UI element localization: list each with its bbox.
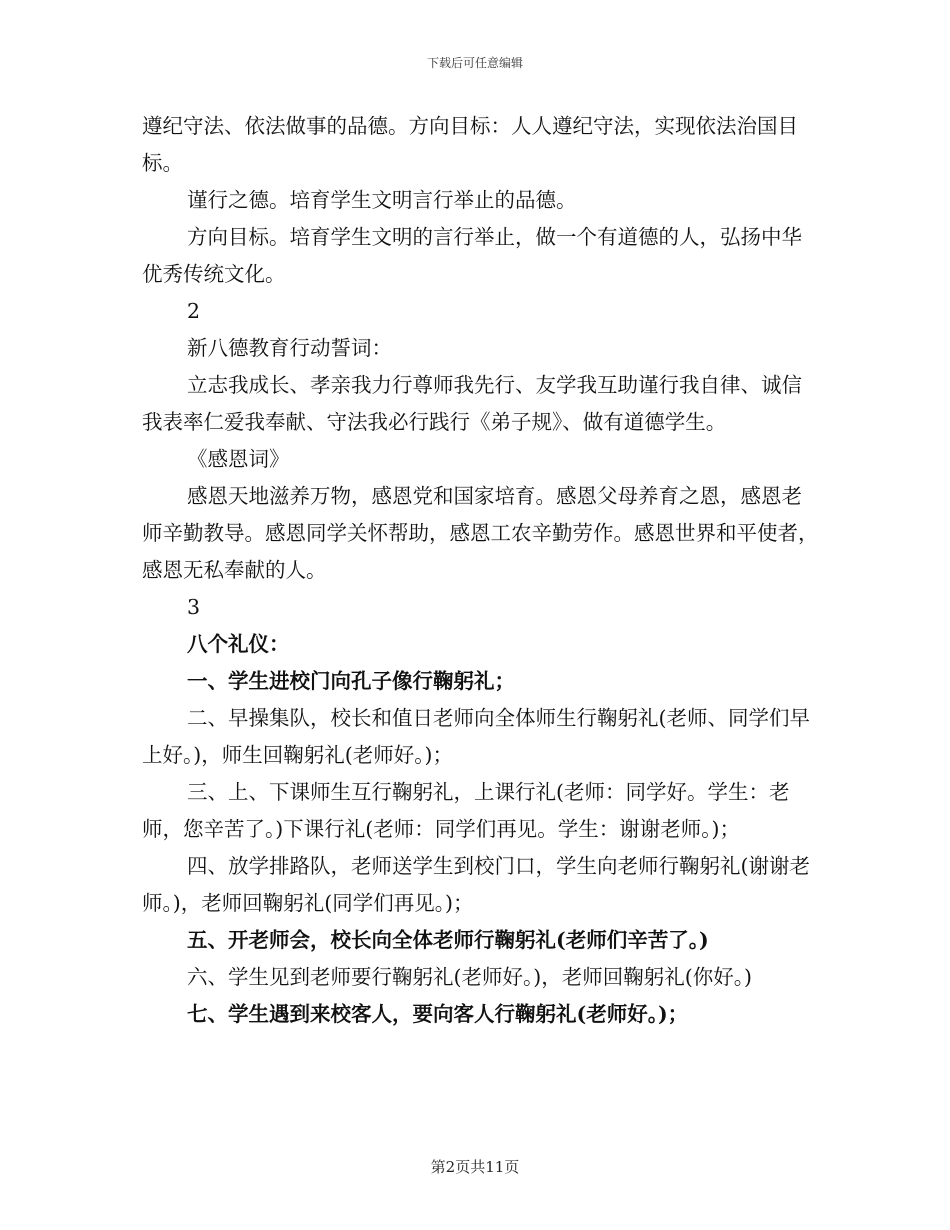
etiquette-item-4: 四、放学排路队，老师送学生到校门口，学生向老师行鞠躬礼(谢谢老师。)，老师回鞠躬礼(同学们再见。)；	[142, 854, 810, 915]
gratitude-title: 《感恩词》	[187, 447, 290, 471]
document-body	[142, 108, 822, 1033]
etiquette-heading: 八个礼仪：	[187, 632, 290, 656]
etiquette-item-5: 五、开老师会，校长向全体老师行鞠躬礼(老师们辛苦了。)	[187, 928, 709, 952]
gratitude-text: 感恩天地滋养万物，感恩党和国家培育。感恩父母养育之恩，感恩老师辛勤教导。感恩同学关怀帮助，感恩工农辛勤劳作。感恩世界和平使者，感恩无私奉献的人。	[142, 484, 819, 582]
etiquette-item-7: 七、学生遇到来校客人，要向客人行鞠躬礼(老师好。)；	[187, 1002, 689, 1026]
paragraph-goal: 方向目标。培育学生文明的言行举止，做一个有道德的人，弘扬中华优秀传统文化。	[142, 225, 802, 286]
section-number-2: 2	[187, 299, 201, 323]
etiquette-item-1: 一、学生进校门向孔子像行鞠躬礼；	[187, 669, 515, 693]
page-footer: 第2页共11页	[430, 1158, 520, 1176]
oath-heading: 新八德教育行动誓词：	[187, 336, 392, 360]
etiquette-item-2: 二、早操集队，校长和值日老师向全体师生行鞠躬礼(老师、同学们早上好。)，师生回鞠躬礼(老师好。)；	[142, 706, 810, 767]
page-header: 下载后可任意编辑	[426, 56, 523, 70]
etiquette-item-3: 三、上、下课师生互行鞠躬礼，上课行礼(老师：同学好。学生：老师，您辛苦了。)下课行礼(老师：同学们再见。学生：谢谢老师。)；	[142, 780, 790, 841]
paragraph-conduct: 谨行之德。培育学生文明言行举止的品德。	[187, 188, 577, 212]
etiquette-item-6: 六、学生见到老师要行鞠躬礼(老师好。)，老师回鞠躬礼(你好。)	[187, 965, 752, 989]
paragraph-law: 遵纪守法、依法做事的品德。方向目标：人人遵纪守法，实现依法治国目标。	[142, 114, 798, 175]
oath-text: 立志我成长、孝亲我力行尊师我先行、友学我互助谨行我自律、诚信我表率仁爱我奉献、守法我必行践行《弟子规》、做有道德学生。	[142, 373, 802, 434]
section-number-3: 3	[187, 595, 201, 619]
